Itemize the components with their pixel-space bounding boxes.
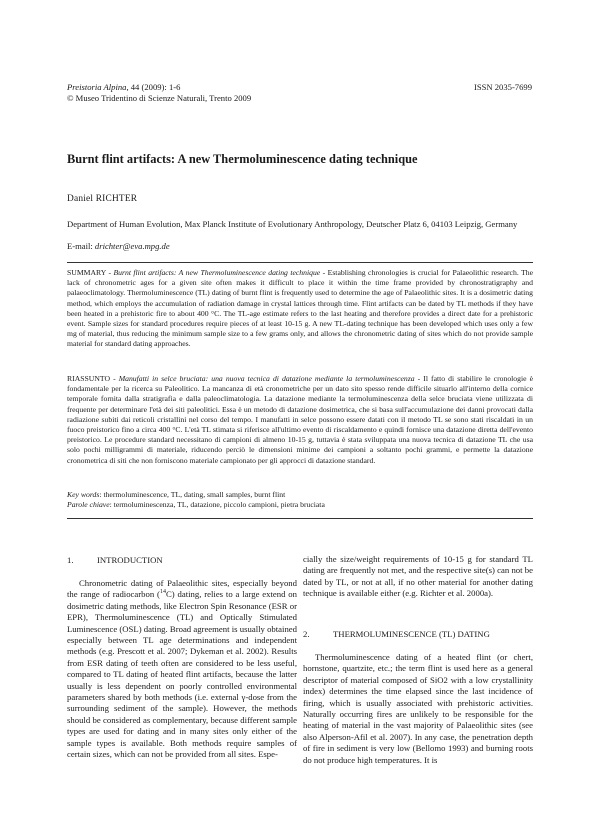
article-title: Burnt flint artifacts: A new Thermoluminescence dating technique (67, 152, 418, 166)
riassunto-title: Manufatti in selce bruciata: una nuova tecnica di datazione mediante la termoluminescenza (118, 374, 415, 383)
body-column-right-top (303, 554, 533, 600)
riassunto-abstract (67, 374, 533, 466)
divider-bottom (67, 518, 533, 519)
summary-label: SUMMARY - (67, 268, 114, 277)
keywords (67, 490, 533, 500)
section-title: INTRODUCTION (97, 555, 163, 565)
journal-citation (67, 82, 180, 93)
tl-paragraph: Thermoluminescence dating of a heated flint (or chert, hornstone, quartzite, etc.; the term flint is used here as a general descriptor of material composed of SiO2 with a low crystallinity index) determines the time elapsed since the last incidence of firing, which is usually associated with prehistoric activities. Naturally occurring fires are unlikely to be responsible for the heating of material in the vast majority of Palaeolithic sites (see also Alperson-Afil et al. 2007). In any case, the penetration depth of fire in sediment is very low (Bellomo 1993) and burning roots do not produce high temperatures. It is (303, 652, 533, 765)
divider-top (67, 262, 533, 263)
body-column-right-bottom (303, 652, 533, 766)
author-name: Daniel RICHTER (67, 194, 138, 204)
journal-issue: , 44 (2009): 1-6 (126, 82, 181, 92)
copyright: © Museo Tridentino di Scienze Naturali, Trento 2009 (67, 93, 252, 103)
body-column-left (67, 578, 297, 761)
issn: ISSN 2035-7699 (473, 82, 532, 92)
email-link[interactable]: drichter@eva.mpg.de (94, 241, 170, 251)
parole-chiave (67, 500, 533, 510)
journal-name: Preistoria Alpina (67, 82, 127, 92)
summary-text: - Establishing chronologies is crucial for Palaeolithic research. The lack of chronometric ages for a given site often makes it difficult to place it within the time frame provided by chronostratigraphy and palaeoclimatology. Thermoluminescence (TL) dating of burnt flint is frequently used to determine the age of Palaeolithic sites. It is a dosimetric dating method, which employs the accumulation of radiation damage in crystal lattices through time. Flint artifacts can be dated by TL methods if they have been heated in a prehistoric fire to about 400 °C. The TL-age estimate refers to the last heating and therefore provides a direct date for a prehistoric event. Sample sizes for standard procedures require pieces of at least 10-15 g. A new TL-dating technique has been developed which uses only a few mg of material, thus reducing the minimum sample size to a few grams only, and allows the chronometric dating of sites which do not provide sample material for standard dating approaches. (67, 268, 533, 349)
parole-chiave-text: : termoluminescenza, TL, datazione, piccolo campioni, pietra bruciata (109, 500, 325, 509)
keywords-text: : thermoluminescence, TL, dating, small samples, burnt flint (99, 490, 286, 499)
parole-chiave-label: Parole chiave (67, 500, 110, 509)
section-heading-tl-dating (303, 629, 490, 640)
riassunto-text: - Il fatto di stabilire le cronologie è fondamentale per la ricerca su Paleolitico. La mancanza di età cronometriche per un dato sito spesso rende difficile situarlo all'interno della cornice temporale fornita dalla stratigrafia e dalla paleoclimatologia. La datazione mediante la termoluminescenza della selce bruciata viene utilizzata di frequente per determinare l'età dei siti paleolitici. Essa è un metodo di datazione dosimetrica, che si basa sull'accumulazione dei danni provocati dalla radiazione subiti dai reticoli cristallini nel corso del tempo. I manufatti in selce possono essere datati con il metodo TL se sono stati riscaldati in un fuoco preistorico fino a circa 400 °C. L'età TL stimata si riferisce all'ultimo evento di riscaldamento e quindi fornisce una datazione diretta dell'evento preistorico. Le procedure standard necessitano di campioni di almeno 10-15 g, tuttavia è stata sviluppata una nuova tecnica di datazione TL che usa solo pochi milligrammi di materiale, riducendo perciò le dimensioni minime dei campioni a soltanto pochi grammi, e permette la datazione cronometrica di siti che non forniscono materiale campionato per gli approcci di datazione standard. (67, 374, 534, 465)
author-affiliation: Department of Human Evolution, Max Planck Institute of Evolutionary Anthropology, Deutscher Platz 6, 04103 Leipzig, Germany (67, 219, 518, 229)
section-number: 2. (303, 629, 310, 639)
section-number: 1. (67, 555, 74, 565)
keywords-label: Key words (67, 490, 100, 499)
summary-title: Burnt flint artifacts: A new Thermoluminescence dating technique (113, 268, 321, 277)
email-label: E-mail: (67, 241, 95, 251)
intro-paragraph: Chronometric dating of Palaeolithic sites, especially beyond the range of radiocarbon ($^{14}$C) dating, relies to a large extend on dosimetric dating methods, like Electron Spin Resonance (ESR or EPR), Thermoluminescence (TL) and Optically Stimulated Luminescence (OSL) dating. Broad agreement is usually obtained especially between TL age determinations and independent methods (e.g. Prescott et al. 2007; Dykeman et al. 2002). Results from ESR dating of teeth often are considered to be less useful, compared to TL dating of heated flint artifacts, because the latter usually is less dependent on poorly controlled environmental parameters shared by both methods (i.e. external γ-dose from the surrounding sediment of the sample). However, the methods should be considered as complementary, because different sample types are used for dating and in many sites only either of the sample types is available. Both methods require samples of certain sizes, which can not be provided from all sites. Espe- (67, 578, 297, 760)
section-heading-introduction (67, 555, 163, 566)
intro-continuation: cially the size/weight requirements of 10-15 g for standard TL dating are frequently not met, and the respective site(s) can not be dated by TL, or not at all, if no other material for another dating technique is available either (e.g. Richter et al. 2000a). (303, 554, 533, 599)
summary-abstract (67, 268, 533, 350)
superscript-14: 14 (159, 589, 166, 596)
riassunto-label: RIASSUNTO - (67, 374, 119, 383)
author-email (67, 241, 170, 251)
section-title: THERMOLUMINESCENCE (TL) DATING (333, 629, 490, 639)
